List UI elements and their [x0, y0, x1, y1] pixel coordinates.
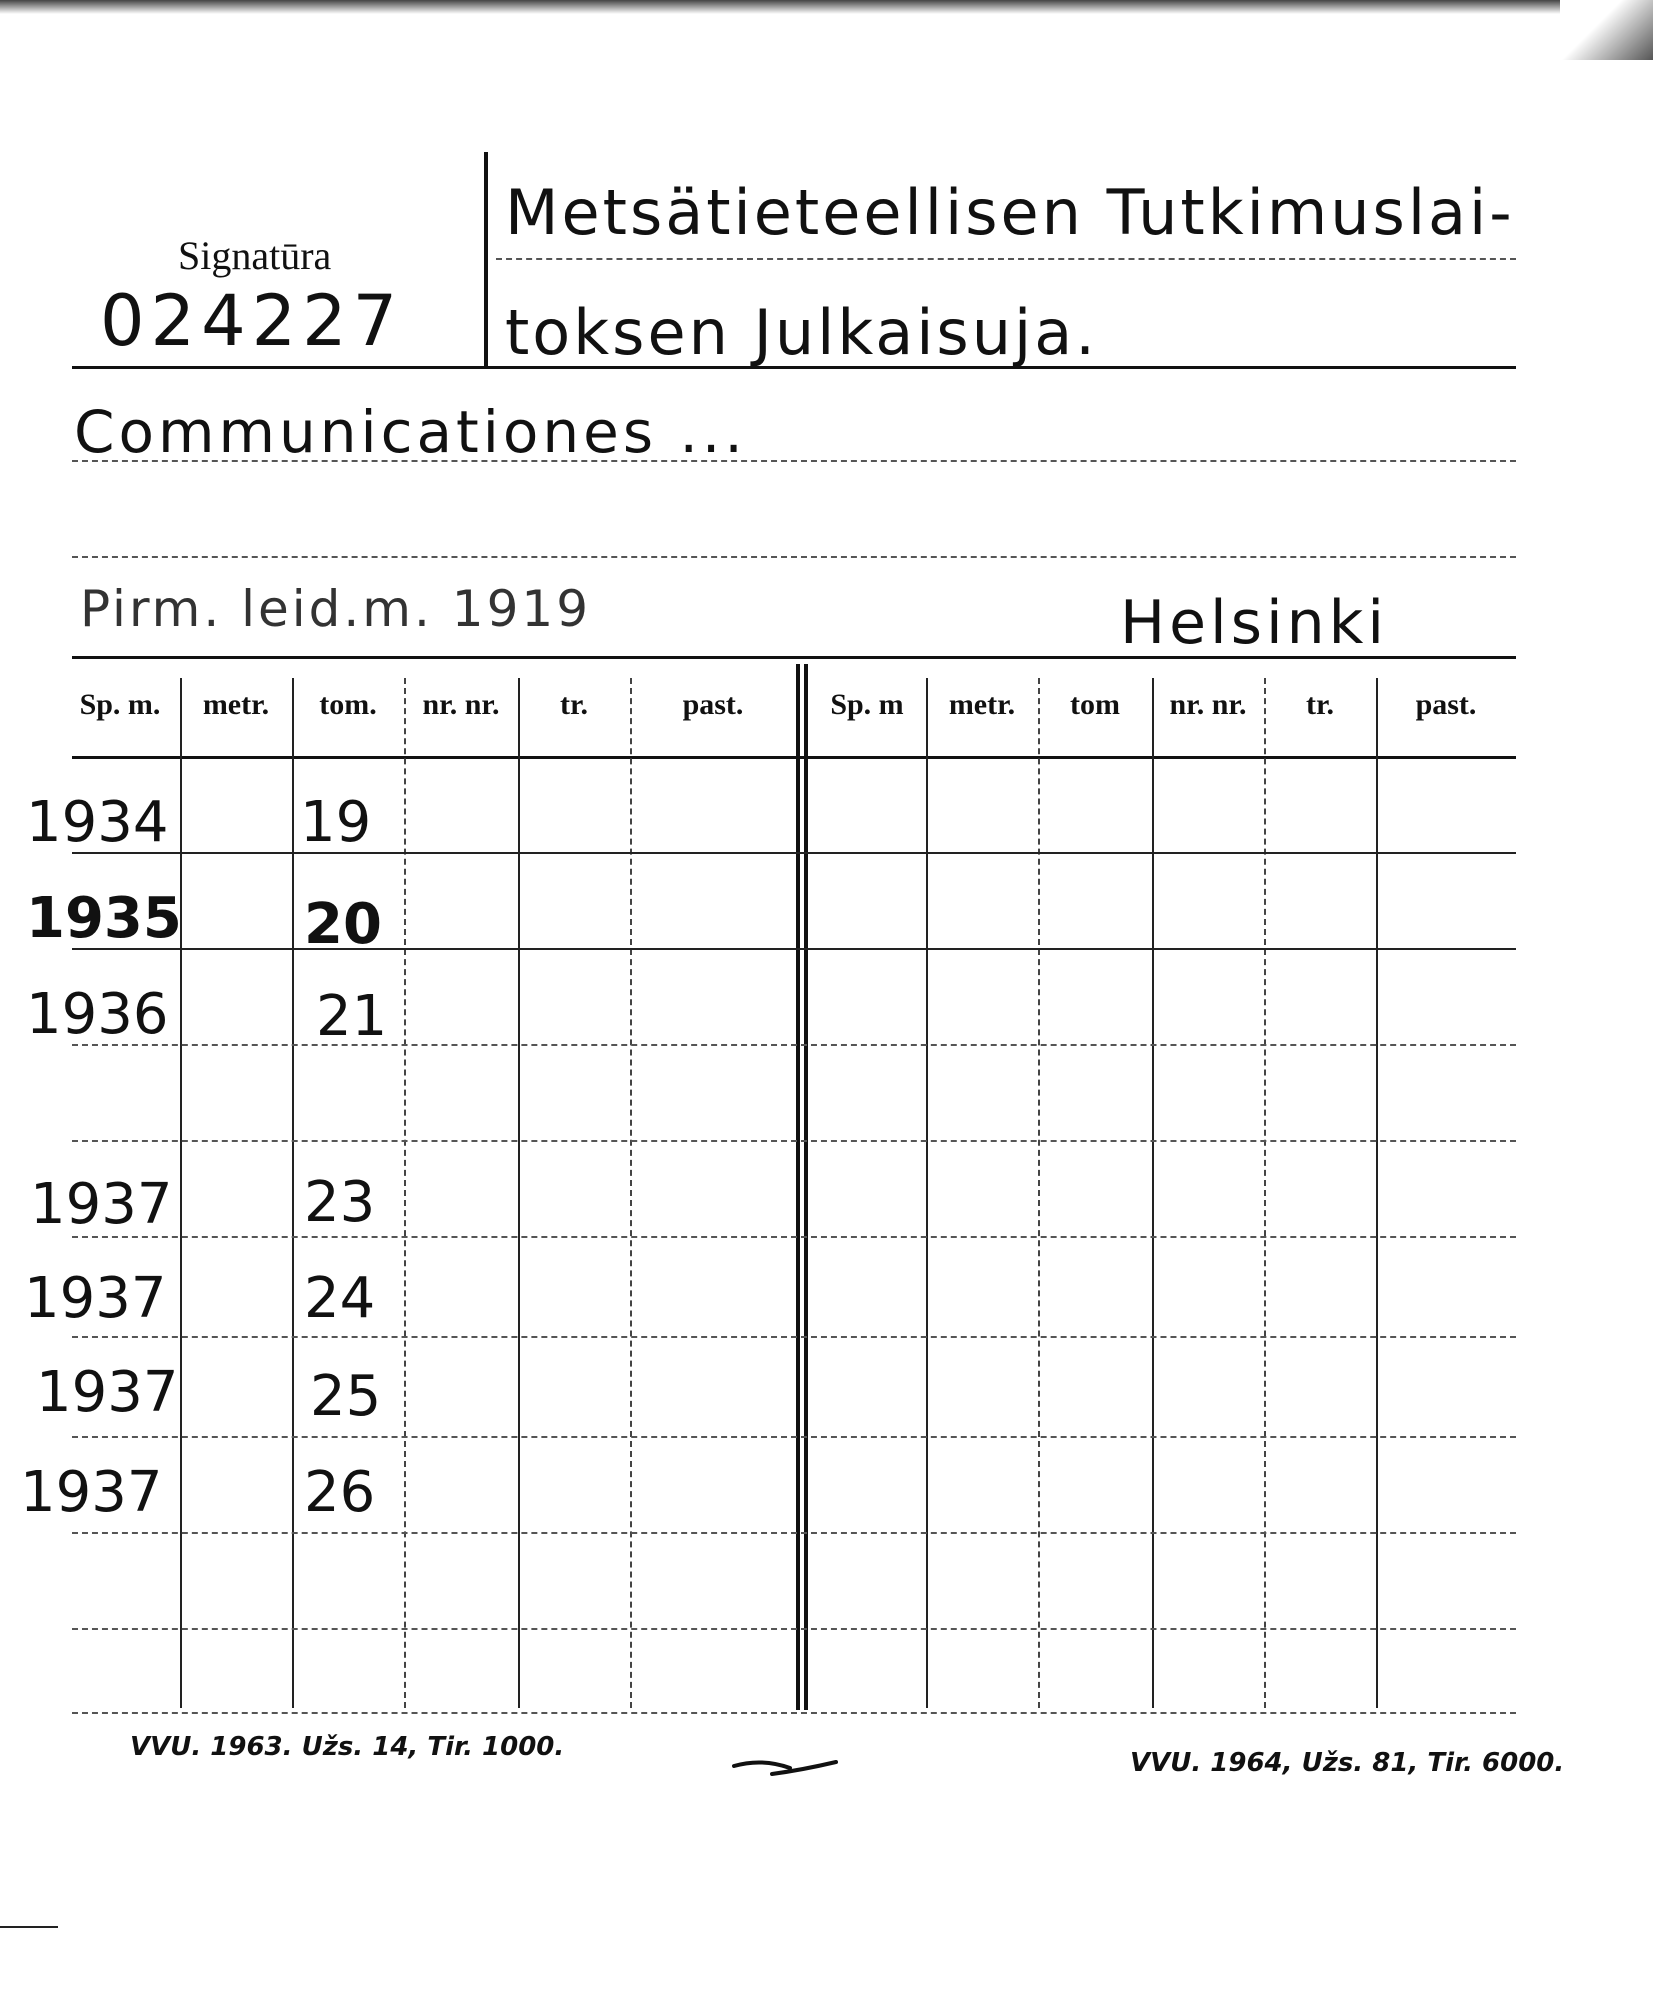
row-2-tom: 20: [304, 892, 382, 957]
row-3-tom: 21: [316, 984, 388, 1049]
col-header-nrnr-right: nr. nr.: [1169, 688, 1247, 721]
footer-stamp-right: VVU. 1964, Užs. 81, Tir. 6000.: [1130, 1748, 1565, 1778]
footer-pen-mark: [732, 1756, 842, 1778]
edge-mark: [0, 1926, 58, 1928]
col-header-past-left: past.: [682, 688, 744, 721]
col-line: [630, 678, 632, 1708]
col-header-nrnr-left: nr. nr.: [422, 688, 500, 721]
center-divider: [796, 664, 800, 1710]
row-8-tom: 26: [304, 1460, 376, 1525]
col-line: [1264, 678, 1266, 1708]
blank-rule: [72, 556, 1516, 558]
title-line-2: toksen Julkaisuja.: [505, 296, 1098, 369]
row-5-tom: 23: [304, 1170, 376, 1235]
row-6-year: 1937: [24, 1266, 167, 1331]
col-header-metr-right: metr.: [948, 688, 1016, 721]
row-rule: [72, 1532, 1516, 1534]
col-line: [518, 678, 520, 1708]
subtitle: Communicationes ...: [74, 398, 747, 466]
row-6-tom: 24: [304, 1266, 376, 1331]
place: Helsinki: [1120, 588, 1389, 658]
header-rule: [72, 366, 1516, 369]
published-note: Pirm. leid.m. 1919: [80, 580, 592, 638]
row-rule: [72, 948, 1516, 950]
col-line: [180, 678, 182, 1708]
col-header-tom-left: tom.: [319, 688, 377, 721]
row-7-tom: 25: [310, 1364, 382, 1429]
title-line-1: Metsätieteellisen Tutkimuslai-: [505, 176, 1515, 249]
row-1-tom: 19: [300, 790, 372, 855]
row-7-year: 1937: [36, 1360, 179, 1425]
col-line: [926, 678, 928, 1708]
subtitle-rule: [72, 460, 1516, 462]
row-8-year: 1937: [20, 1460, 163, 1525]
row-rule: [72, 1140, 1516, 1142]
col-header-tom-right: tom: [1070, 688, 1120, 721]
title-rule-1: [496, 258, 1516, 260]
row-5-year: 1937: [30, 1172, 173, 1237]
col-header-tr-left: tr.: [559, 688, 589, 721]
center-divider: [804, 664, 808, 1710]
col-header-metr-left: metr.: [202, 688, 270, 721]
col-line: [404, 678, 406, 1708]
footer-stamp-left: VVU. 1963. Užs. 14, Tir. 1000.: [130, 1732, 565, 1762]
row-rule: [72, 1044, 1516, 1046]
table-top-rule: [72, 656, 1516, 659]
row-rule: [72, 1236, 1516, 1238]
row-3-year: 1936: [26, 982, 169, 1047]
col-line: [1152, 678, 1154, 1708]
row-1-year: 1934: [26, 790, 169, 855]
col-header-sp-m-right: Sp. m: [830, 688, 904, 721]
col-header-tr-right: tr.: [1305, 688, 1335, 721]
top-edge-shadow: [0, 0, 1653, 14]
table-bottom-rule: [72, 1712, 1516, 1714]
header-divider: [484, 152, 488, 366]
top-right-corner-shadow: [1560, 0, 1653, 60]
header-bottom-rule: [72, 756, 1516, 759]
row-rule: [72, 852, 1516, 854]
row-rule: [72, 1628, 1516, 1630]
col-line: [292, 678, 294, 1708]
col-line: [1038, 678, 1040, 1708]
col-header-sp-m-left: Sp. m.: [79, 688, 161, 721]
row-2-year: 1935: [26, 886, 182, 951]
col-header-past-right: past.: [1415, 688, 1477, 721]
row-rule: [72, 1436, 1516, 1438]
signature-label: Signatūra: [178, 233, 332, 278]
row-rule: [72, 1336, 1516, 1338]
col-line: [1376, 678, 1378, 1708]
signature-number: 024227: [100, 280, 404, 362]
